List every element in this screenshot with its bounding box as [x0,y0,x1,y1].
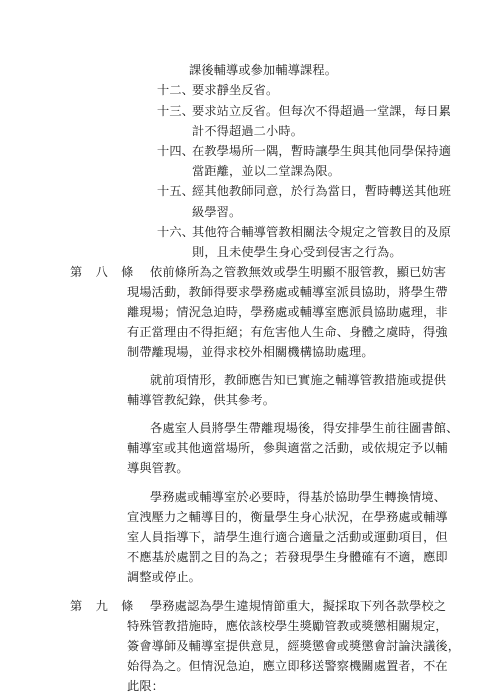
list-item-number: 十三、 [157,104,195,118]
list-item-text: 當距離，並以二堂課為限。 [192,164,341,178]
article-9-paragraph-1: 學務處認為學生違規情節重大，擬採取下列各款學校之 [150,599,447,613]
list-item-text: 要求站立反省。但每次不得超過一堂課，每日累 [192,104,452,118]
article-8-paragraph-1: 制帶離現場，並得求校外相關機構協助處理。 [127,345,374,359]
list-item-text: 要求靜坐反省。 [192,83,279,97]
article-8-paragraph-4: 室人員指導下，請學生進行適合適量之活動或運動項目，但 [127,530,448,544]
list-continuation: 課後輔導或參加輔導課程。 [189,63,338,77]
list-item-text: 計不得超過二小時。 [192,124,304,138]
article-9-paragraph-1: 始得為之。但情況急迫，應立即移送警察機關處置者，不在 [127,659,448,673]
article-8-paragraph-4: 宣洩壓力之輔導目的，衡量學生身心狀況，在學務處或輔導 [127,510,448,524]
article-8-paragraph-3: 各處室人員將學生帶離現場後，得安排學生前往圖書館、 [150,421,459,435]
article-8-paragraph-1: 離現場；情況急迫時，學務處或輔導室應派員協助處理，非 [127,305,448,319]
article-9-paragraph-1: 特殊管教措施時，應依該校學生獎勵管教或獎懲相關規定， [127,619,448,633]
list-item-number: 十五、 [157,184,195,198]
list-item-text: 其他符合輔導管教相關法令規定之管教目的及原 [192,225,452,239]
article-8-paragraph-1: 依前條所為之管教無效或學生明顯不服管教，顯已妨害 [150,265,447,279]
article-8-paragraph-3: 導與管教。 [127,461,189,475]
article-8-paragraph-2: 輔導管教紀錄，供其參考。 [127,393,276,407]
article-8-label: 第 八 條 [70,265,134,279]
list-item-text: 則，且未使學生身心受到侵害之行為。 [192,245,402,259]
article-8-paragraph-2: 就前項情形，教師應告知已實施之輔導管教措施或提供 [150,373,447,387]
list-item-text: 經其他教師同意，於行為當日，暫時轉送其他班 [192,184,452,198]
list-item-number: 十四、 [157,144,195,158]
article-8-paragraph-3: 輔導室或其他適當場所，參與適當之活動，或依規定予以輔 [127,441,448,455]
article-8-paragraph-1: 現場活動，教師得要求學務處或輔導室派員協助，將學生帶 [127,285,448,299]
article-9-label: 第 九 條 [70,599,134,613]
article-8-paragraph-1: 有正當理由不得拒絕；有危害他人生命、身體之虞時，得強 [127,325,448,339]
list-item-number: 十二、 [157,83,195,97]
article-9-paragraph-1: 此限： [127,679,165,693]
list-item-text: 在教學場所一隅，暫時讓學生與其他同學保持適 [192,144,452,158]
article-8-paragraph-4: 學務處或輔導室於必要時，得基於協助學生轉換情境、 [150,490,447,504]
article-9-paragraph-1: 簽會導師及輔導室提供意見，經獎懲會或獎懲會討論決議後， [127,639,461,653]
list-item-number: 十六、 [157,225,195,239]
list-item-text: 級學習。 [192,205,242,219]
article-8-paragraph-4: 調整或停止。 [127,570,202,584]
article-8-paragraph-4: 不應基於處罰之目的為之；若發現學生身體確有不適，應即 [127,550,448,564]
